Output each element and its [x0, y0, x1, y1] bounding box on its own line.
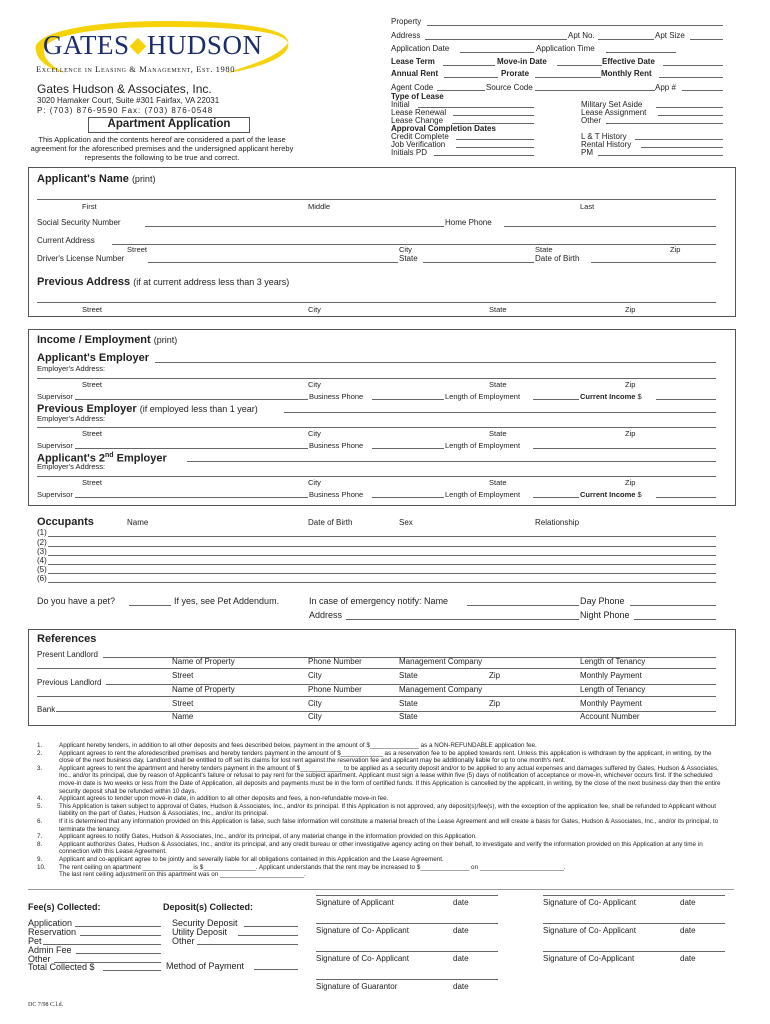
initial-label: Initial: [391, 100, 410, 109]
property-field[interactable]: [427, 25, 723, 26]
form-title: Apartment Application: [107, 118, 231, 130]
annual-rent-label: Annual Rent: [391, 69, 439, 78]
effective-date-label: Effective Date: [602, 57, 655, 66]
second-employer-label: Applicant's 2nd Employer: [37, 452, 167, 465]
first-label: First: [82, 202, 97, 211]
term-item: 1. Applicant hereby tenders, in addition to all other deposits and fees described below, payment in the amount of $______________ as a NON-REFUNDABLE application fee.: [37, 742, 537, 749]
signature-co-applicant-line-5[interactable]: [543, 951, 725, 952]
emp1-zip-label: Zip: [625, 380, 636, 389]
property-label: Property: [391, 17, 422, 26]
emp1-business-phone-field[interactable]: [372, 399, 444, 400]
bank-name: Name: [172, 712, 194, 721]
emergency-address-label: Address: [309, 610, 343, 620]
pl-zip: Zip: [489, 671, 501, 680]
lease-renewal-field[interactable]: [453, 115, 534, 116]
employer-address-field-3[interactable]: [37, 476, 716, 477]
annual-rent-field[interactable]: [444, 77, 498, 78]
emp1-business-phone-label: Business Phone: [309, 392, 364, 401]
signature-guarantor-date: date: [453, 982, 469, 991]
signature-co-applicant-label-1: Signature of Co- Applicant: [543, 898, 636, 907]
second-employer-field[interactable]: [187, 461, 716, 462]
employer-address-label-1: Employer's Address:: [37, 364, 106, 373]
emp1-length-label: Length of Employment: [445, 392, 521, 401]
dl-state-field[interactable]: [423, 262, 534, 263]
references-heading: References: [37, 633, 97, 645]
move-in-date-field[interactable]: [557, 65, 602, 66]
prorate-field[interactable]: [535, 77, 601, 78]
previous-landlord-label: Previous Landlord: [37, 678, 102, 687]
term-item: The last rent ceiling adjustment on this apartment was on ________________________.: [59, 871, 306, 879]
emergency-name-label: In case of emergency notify: Name: [309, 596, 449, 606]
day-phone-field[interactable]: [630, 605, 716, 606]
employer-address-field-2[interactable]: [37, 427, 716, 428]
company-address: 3020 Hamaker Court, Suite #301 Fairfax, VA 22031: [37, 96, 220, 105]
term-item: 3. Applicant agrees to rent the apartment and hereby tenders payment in the amount of $____________ to be applied as a security deposit and/or to be applied to any actual expenses and damages suffered by Gates, Hudson & Associates, Inc., and/or its principal, due by reason of Applicant's failure or refusal to pay rent for the subject apartment. Applicant must sign a lease within five (5) days of notification of acceptance or move-in, whichever occurs first. If the scheduled move-in date is two weeks or less from the Date of Application, all deposits and payments must be in the form of certified funds. If this Application is cancelled by the applicant, in writing, by the close of the next business day then the entire security deposit shall be refunded within 10 days.: [37, 764, 721, 795]
previous-employer-heading: Previous Employer (if employed less than 1 year): [37, 403, 258, 415]
initials-pd-field[interactable]: [434, 155, 534, 156]
emp2-zip-label: Zip: [625, 429, 636, 438]
occupant-row-4: (4): [37, 556, 47, 565]
lease-term-label: Lease Term: [391, 57, 435, 66]
credit-complete-field[interactable]: [456, 139, 534, 140]
emp2-length-field[interactable]: [533, 448, 716, 449]
other-label: Other: [581, 116, 602, 125]
pl-state: State: [399, 671, 418, 680]
other-field[interactable]: [606, 123, 723, 124]
prl-phone-number: Phone Number: [308, 685, 362, 694]
job-verification-field[interactable]: [456, 147, 534, 148]
current-state-label: State: [535, 245, 553, 254]
employment-heading: Income / Employment (print): [37, 334, 178, 346]
utility-deposit-label: Utility Deposit: [172, 927, 228, 937]
signature-co-applicant-date-2: date: [453, 926, 469, 935]
occupant-sex-col: Sex: [399, 518, 413, 527]
current-zip-label: Zip: [670, 245, 681, 254]
prl-monthly-payment: Monthly Payment: [580, 699, 642, 708]
drivers-license-field[interactable]: [148, 262, 398, 263]
company-phone: P: (703) 876-9590 Fax: (703) 876-0548: [37, 106, 214, 115]
emp3-street-label: Street: [82, 478, 103, 487]
rental-history-label: Rental History: [581, 140, 632, 149]
employer-address-field-1[interactable]: [37, 378, 716, 379]
military-set-aside-label: Military Set Aside: [581, 100, 643, 109]
signature-co-applicant-line-4[interactable]: [316, 951, 498, 952]
logo-hudson: HUDSON: [146, 30, 263, 60]
occupant-field-1[interactable]: [48, 536, 716, 537]
pl-name-of-property: Name of Property: [172, 657, 235, 666]
lt-history-label: L & T History: [581, 132, 627, 141]
prl-city: City: [308, 699, 322, 708]
term-item: 10. The rent ceiling on apartment ______________ is $_______________. Applicant understands that the rent may be increased to $______________ on ________________________.: [37, 863, 566, 871]
agent-code-field[interactable]: [437, 90, 485, 91]
company-name: Gates Hudson & Associates, Inc.: [37, 82, 212, 96]
occupant-field-6[interactable]: [48, 582, 716, 583]
night-phone-field[interactable]: [634, 619, 716, 620]
signature-co-applicant-line-3[interactable]: [543, 923, 725, 924]
app-no-label: App #: [655, 83, 676, 92]
previous-landlord-address-field[interactable]: [37, 696, 716, 697]
footer-code: DC 7/98 C.l.d.: [28, 1002, 64, 1008]
term-item: 4. Applicant agrees to tender upon move-in date, in addition to all other deposits and fees, a non-refundable move-in fee.: [37, 795, 389, 803]
emp3-income-label: Current Income $: [580, 490, 642, 499]
lt-history-field[interactable]: [635, 139, 723, 140]
term-item: 5. This Application is taken subject to approval of Gates, Hudson & Associates, Inc., and/or its principal. If this Application is not approved, any deposit(s)/fee(s), with the exception of the application fee, shall be refunded to Applicant without liability on the part of Gates, Hudson & Associates, Inc., and/or its principal.: [37, 802, 717, 818]
emp2-supervisor-label: Supervisor: [37, 441, 73, 450]
apt-no-field[interactable]: [598, 39, 654, 40]
application-time-label: Application Time: [536, 44, 595, 53]
signature-guarantor-label: Signature of Guarantor: [316, 982, 398, 991]
occupant-field-4[interactable]: [48, 564, 716, 565]
apt-size-label: Apt Size: [655, 31, 685, 40]
prorate-label: Prorate: [501, 69, 530, 78]
company-tagline: Excellence in Leasing & Management, Est. 1980: [36, 64, 236, 74]
application-date-field[interactable]: [460, 52, 534, 53]
emp3-length-label: Length of Employment: [445, 490, 521, 499]
method-of-payment-label: Method of Payment: [166, 961, 245, 971]
prev-zip-label: Zip: [625, 305, 636, 314]
current-city-label: City: [399, 245, 412, 254]
prl-street: Street: [172, 699, 194, 708]
fee-application-label: Application: [28, 918, 73, 928]
bank-account-number: Account Number: [580, 712, 640, 721]
bank-label: Bank: [37, 705, 56, 714]
rental-history-field[interactable]: [641, 147, 723, 148]
signature-guarantor-line[interactable]: [316, 979, 498, 980]
occupant-field-5[interactable]: [48, 573, 716, 574]
occupant-field-2[interactable]: [48, 546, 716, 547]
term-item: 7. Applicant agrees to notify Gates, Hudson & Associates, Inc., and/or its principal, of any material change in the information provided on this Application.: [37, 833, 477, 841]
utility-deposit-field[interactable]: [238, 935, 298, 936]
occupant-row-1: (1): [37, 528, 47, 537]
prl-name-of-property: Name of Property: [172, 685, 235, 694]
fee-admin-field[interactable]: [76, 953, 161, 954]
current-address-label: Current Address: [37, 236, 95, 245]
emp3-income-field[interactable]: [656, 497, 716, 498]
fee-reservation-field[interactable]: [80, 935, 161, 936]
previous-employer-field[interactable]: [284, 412, 716, 413]
terms-divider: [28, 889, 734, 890]
night-phone-label: Night Phone: [580, 610, 630, 620]
last-label: Last: [580, 202, 595, 211]
applicants-employer-field[interactable]: [155, 362, 716, 363]
lease-assignment-label: Lease Assignment: [581, 108, 647, 117]
signature-co-applicant-line-2[interactable]: [316, 923, 498, 924]
fee-total-field[interactable]: [103, 970, 161, 971]
emp2-state-label: State: [489, 429, 507, 438]
fee-application-field[interactable]: [75, 926, 161, 927]
prev-city-label: City: [308, 305, 321, 314]
ssn-label: Social Security Number: [37, 218, 121, 227]
terms-list: [37, 742, 727, 879]
fee-other-label: Other: [28, 954, 51, 964]
occupant-row-2: (2): [37, 538, 47, 547]
application-date-label: Application Date: [391, 44, 450, 53]
signature-co-applicant-date-1: date: [680, 898, 696, 907]
application-time-field[interactable]: [606, 52, 676, 53]
fee-total-label: Total Collected $: [28, 962, 95, 972]
employer-address-label-2: Employer's Address:: [37, 414, 106, 423]
emp2-street-label: Street: [82, 429, 103, 438]
bank-city: City: [308, 712, 322, 721]
emp3-city-label: City: [308, 478, 321, 487]
applicant-section: [28, 167, 736, 317]
deposit-other-field[interactable]: [197, 944, 298, 945]
credit-complete-label: Credit Complete: [391, 132, 449, 141]
emp3-supervisor-label: Supervisor: [37, 490, 73, 499]
pet-question-label: Do you have a pet?: [37, 596, 116, 606]
fee-admin-label: Admin Fee: [28, 945, 72, 955]
move-in-date-label: Move-in Date: [497, 57, 547, 66]
signature-applicant-label: Signature of Applicant: [316, 898, 394, 907]
applicants-employer-label: Applicant's Employer: [37, 352, 150, 364]
pl-phone-number: Phone Number: [308, 657, 362, 666]
app-no-field[interactable]: [682, 90, 723, 91]
pet-field[interactable]: [129, 605, 171, 606]
middle-label: Middle: [308, 202, 331, 211]
prl-state: State: [399, 699, 418, 708]
fee-reservation-label: Reservation: [28, 927, 77, 937]
emp1-income-field[interactable]: [656, 399, 716, 400]
term-item: 8. Applicant authorizes Gates, Hudson & Associates, Inc., and/or its principal, and any credit bureau or other investigative agency acting on their behalf, to investigate and verify the information provided on this Application at any time in connection with this Lease Agreement.: [37, 840, 703, 856]
emergency-address-field[interactable]: [346, 619, 579, 620]
security-deposit-label: Security Deposit: [172, 918, 238, 928]
method-of-payment-field[interactable]: [254, 969, 298, 970]
signature-applicant-line[interactable]: [316, 895, 498, 896]
prev-state-label: State: [489, 305, 507, 314]
emp3-length-field[interactable]: [533, 497, 579, 498]
address-field[interactable]: [425, 39, 567, 40]
occupants-heading: Occupants: [37, 516, 94, 528]
pl-city: City: [308, 671, 322, 680]
emp1-supervisor-label: Supervisor: [37, 392, 73, 401]
occupant-relationship-col: Relationship: [535, 518, 580, 527]
prev-street-label: Street: [82, 305, 103, 314]
emp3-business-phone-label: Business Phone: [309, 490, 364, 499]
date-of-birth-field[interactable]: [591, 262, 716, 263]
term-item: 2. Applicant agrees to rent the aforedescribed premises and hereby tenders payment in the amount of $____________ as a reservation fee to be applied towards rent. Unless this application is withdrawn by the applicant, in writing, by the close of the next business day, Landlord shall be entitled to off set its claims for lost rent against the reservation fee and applicant may be additionally liable for up to one month's rent.: [37, 749, 712, 765]
emp3-business-phone-field[interactable]: [372, 497, 444, 498]
current-street-label: Street: [127, 245, 148, 254]
bank-state: State: [399, 712, 418, 721]
monthly-rent-label: Monthly Rent: [601, 69, 652, 78]
prl-management-company: Management Company: [399, 685, 483, 694]
dl-state-label: State: [399, 254, 418, 263]
signature-applicant-date: date: [453, 898, 469, 907]
applicant-heading: Applicant's Name (print): [37, 173, 156, 185]
lease-renewal-label: Lease Renewal: [391, 108, 447, 117]
present-landlord-label: Present Landlord: [37, 650, 98, 659]
emp1-street-label: Street: [82, 380, 103, 389]
source-code-field[interactable]: [535, 90, 655, 91]
occupant-dob-col: Date of Birth: [308, 518, 353, 527]
prl-zip: Zip: [489, 699, 501, 708]
pm-field[interactable]: [598, 155, 723, 156]
emp1-city-label: City: [308, 380, 321, 389]
signature-co-applicant-label-3: Signature of Co- Applicant: [543, 926, 636, 935]
fee-pet-label: Pet: [28, 936, 42, 946]
ssn-field[interactable]: [145, 226, 444, 227]
lease-term-field[interactable]: [443, 65, 495, 66]
signature-co-applicant-date-3: date: [680, 926, 696, 935]
apt-no-label: Apt No.: [568, 31, 595, 40]
applicant-name-field[interactable]: [37, 199, 716, 200]
home-phone-field[interactable]: [504, 226, 716, 227]
day-phone-label: Day Phone: [580, 596, 625, 606]
emp1-income-label: Current Income $: [580, 392, 642, 401]
occupant-row-3: (3): [37, 547, 47, 556]
approval-completion-label: Approval Completion Dates: [391, 124, 496, 133]
type-of-lease-label: Type of Lease: [391, 92, 444, 101]
pl-management-company: Management Company: [399, 657, 483, 666]
signature-co-applicant-date-5: date: [680, 954, 696, 963]
pl-length-of-tenancy: Length of Tenancy: [580, 657, 646, 666]
pl-street: Street: [172, 671, 194, 680]
signature-co-applicant-date-4: date: [453, 954, 469, 963]
job-verification-label: Job Verification: [391, 140, 446, 149]
previous-address-heading: Previous Address (if at current address less than 3 years): [37, 276, 290, 288]
drivers-license-label: Driver's License Number: [37, 254, 125, 263]
deposits-collected-heading: Deposit(s) Collected:: [163, 902, 254, 912]
occupant-field-3[interactable]: [48, 555, 716, 556]
emp1-state-label: State: [489, 380, 507, 389]
agent-code-label: Agent Code: [391, 83, 434, 92]
emp2-length-label: Length of Employment: [445, 441, 521, 450]
effective-date-field[interactable]: [663, 65, 723, 66]
previous-address-field[interactable]: [37, 302, 716, 303]
fees-collected-heading: Fee(s) Collected:: [28, 902, 101, 912]
emp2-city-label: City: [308, 429, 321, 438]
military-set-aside-field[interactable]: [656, 107, 723, 108]
occupant-name-col: Name: [127, 518, 149, 527]
pl-monthly-payment: Monthly Payment: [580, 671, 642, 680]
deposit-other-label: Other: [172, 936, 195, 946]
current-address-field[interactable]: [112, 244, 716, 245]
signature-co-applicant-label-2: Signature of Co- Applicant: [316, 926, 409, 935]
logo-diamond-icon: ◆: [129, 32, 147, 57]
logo-gates: GATES: [43, 30, 130, 60]
emp2-business-phone-label: Business Phone: [309, 441, 364, 450]
pet-note: If yes, see Pet Addendum.: [174, 596, 280, 606]
emp3-zip-label: Zip: [625, 478, 636, 487]
emergency-name-field[interactable]: [467, 605, 579, 606]
source-code-label: Source Code: [486, 83, 533, 92]
emp3-supervisor-field[interactable]: [75, 497, 308, 498]
emp1-length-field[interactable]: [533, 399, 579, 400]
lease-assignment-field[interactable]: [658, 115, 723, 116]
monthly-rent-field[interactable]: [659, 77, 723, 78]
date-of-birth-label: Date of Birth: [535, 254, 580, 263]
prl-length-of-tenancy: Length of Tenancy: [580, 685, 646, 694]
occupant-row-6: (6): [37, 574, 47, 583]
signature-co-applicant-label-4: Signature of Co- Applicant: [316, 954, 409, 963]
term-item: 9. Applicant and co-applicant agree to be jointly and severally liable for all obligations contained in this Application and the Lease Agreement.: [37, 855, 444, 863]
lease-change-label: Lease Change: [391, 116, 444, 125]
home-phone-label: Home Phone: [445, 218, 492, 227]
signature-co-applicant-label-5: Signature of Co-Applicant: [543, 954, 635, 963]
apt-size-field[interactable]: [690, 39, 723, 40]
signature-co-applicant-line-1[interactable]: [543, 895, 725, 896]
present-landlord-address-field[interactable]: [37, 668, 716, 669]
emp1-supervisor-field[interactable]: [75, 399, 308, 400]
employer-address-label-3: Employer's Address:: [37, 462, 106, 471]
initials-pd-label: Initials PD: [391, 148, 428, 157]
occupant-row-5: (5): [37, 565, 47, 574]
form-intro: This Application and the contents hereof are considered a part of the lease agreement for the aforescribed premises and the undersigned applicant hereby represents the following to be true and correct.: [30, 135, 294, 162]
pm-label: PM: [581, 148, 593, 157]
security-deposit-field[interactable]: [244, 926, 298, 927]
address-label: Address: [391, 31, 421, 40]
emp3-state-label: State: [489, 478, 507, 487]
emp2-business-phone-field[interactable]: [372, 448, 444, 449]
emp2-supervisor-field[interactable]: [75, 448, 308, 449]
term-item: 6. If it is determined that any information provided on this Application is false, such false information will constitute a material breach of the Lease Agreement and will create a basis for Gates, Hudson & Associates, Inc., and/or its principal, to terminate the tenancy.: [37, 817, 719, 833]
